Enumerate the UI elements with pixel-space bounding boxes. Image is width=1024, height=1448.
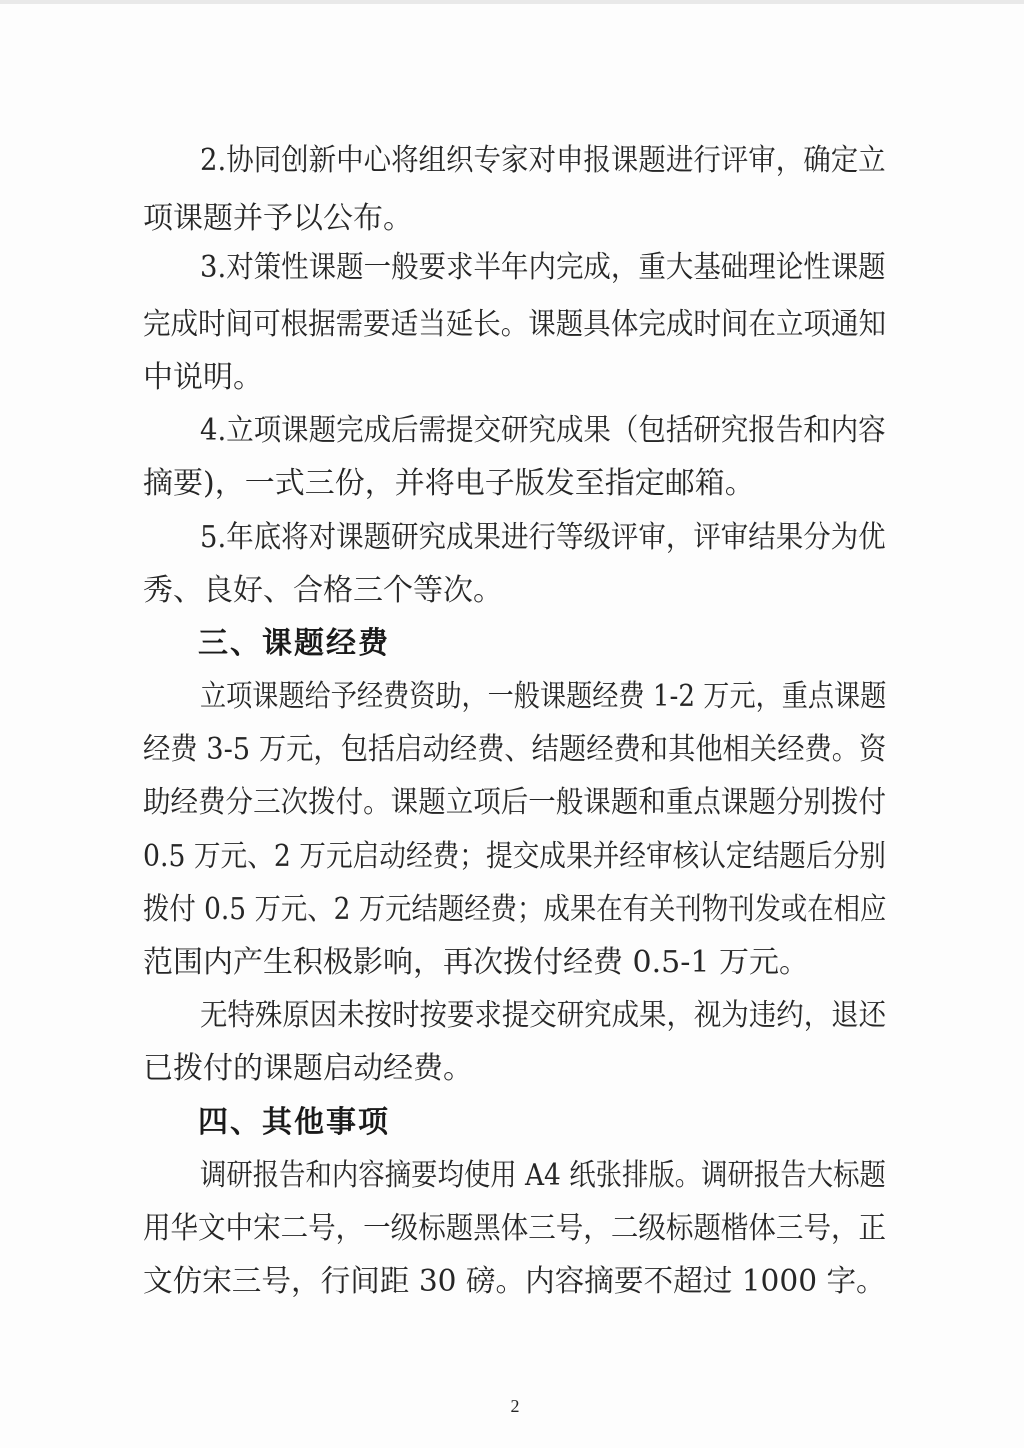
funding-paragraph-line-2 bbox=[0, 720, 1024, 780]
line-text: 中说明。 bbox=[143, 360, 263, 395]
line-text: 拨付 0.5 万元、2 万元结题经费；成果在有关刊物刊发或在相应 bbox=[143, 892, 887, 927]
line-text: 无特殊原因未按时按要求提交研究成果，视为违约，退还 bbox=[200, 998, 887, 1033]
line-text: 3.对策性课题一般要求半年内完成，重大基础理论性课题 bbox=[200, 250, 886, 285]
paragraph-item-4-line-2 bbox=[0, 454, 1024, 514]
paragraph-item-4-line-1 bbox=[0, 401, 1024, 461]
paragraph-item-2-line-1 bbox=[0, 131, 1024, 191]
format-paragraph-line-2 bbox=[0, 1199, 1024, 1259]
line-text: 调研报告和内容摘要均使用 A4 纸张排版。调研报告大标题 bbox=[200, 1158, 886, 1193]
heading-text: 三、课题经费 bbox=[198, 626, 390, 661]
heading-text: 四、其他事项 bbox=[198, 1105, 390, 1140]
section-heading-funding bbox=[0, 614, 1024, 674]
line-text: 助经费分三次拨付。课题立项后一般课题和重点课题分别拨付 bbox=[143, 785, 887, 820]
line-text: 已拨付的课题启动经费。 bbox=[143, 1051, 473, 1086]
section-heading-other bbox=[0, 1093, 1024, 1153]
funding-paragraph-line-6 bbox=[0, 933, 1024, 993]
paragraph-item-3-line-1 bbox=[0, 238, 1024, 298]
line-text: 立项课题给予经费资助，一般课题经费 1-2 万元，重点课题 bbox=[200, 679, 887, 714]
line-text: 摘要)，一式三份，并将电子版发至指定邮箱。 bbox=[143, 466, 755, 501]
line-text: 2.协同创新中心将组织专家对申报课题进行评审，确定立 bbox=[200, 143, 886, 178]
funding-paragraph-line-1 bbox=[0, 667, 1024, 727]
funding-paragraph-line-5 bbox=[0, 880, 1024, 940]
funding-paragraph-line-4 bbox=[0, 827, 1024, 887]
paragraph-item-3-line-3 bbox=[0, 348, 1024, 408]
format-paragraph-line-1 bbox=[0, 1146, 1024, 1206]
funding-paragraph-line-3 bbox=[0, 773, 1024, 833]
breach-paragraph-line-1 bbox=[0, 986, 1024, 1046]
line-text: 秀、良好、合格三个等次。 bbox=[143, 573, 503, 608]
breach-paragraph-line-2 bbox=[0, 1039, 1024, 1099]
line-text: 经费 3-5 万元，包括启动经费、结题经费和其他相关经费。资 bbox=[143, 732, 887, 767]
paragraph-item-3-line-2 bbox=[0, 295, 1024, 355]
line-text: 0.5 万元、2 万元启动经费；提交成果并经审核认定结题后分别 bbox=[143, 839, 886, 874]
format-paragraph-line-3 bbox=[0, 1252, 1024, 1312]
line-text: 用华文中宋二号，一级标题黑体三号，二级标题楷体三号，正 bbox=[143, 1211, 887, 1246]
line-text: 文仿宋三号，行间距 30 磅。内容摘要不超过 1000 字。 bbox=[143, 1264, 886, 1299]
line-text: 5.年底将对课题研究成果进行等级评审，评审结果分为优 bbox=[200, 520, 886, 555]
line-text: 完成时间可根据需要适当延长。课题具体完成时间在立项通知 bbox=[143, 307, 887, 342]
paragraph-item-5-line-1 bbox=[0, 508, 1024, 568]
line-text: 4.立项课题完成后需提交研究成果（包括研究报告和内容 bbox=[200, 413, 886, 448]
page-number: 2 bbox=[510, 1396, 520, 1416]
line-text: 范围内产生积极影响，再次拨付经费 0.5-1 万元。 bbox=[143, 945, 810, 980]
paragraph-item-5-line-2 bbox=[0, 561, 1024, 621]
line-text: 项课题并予以公布。 bbox=[143, 201, 413, 236]
